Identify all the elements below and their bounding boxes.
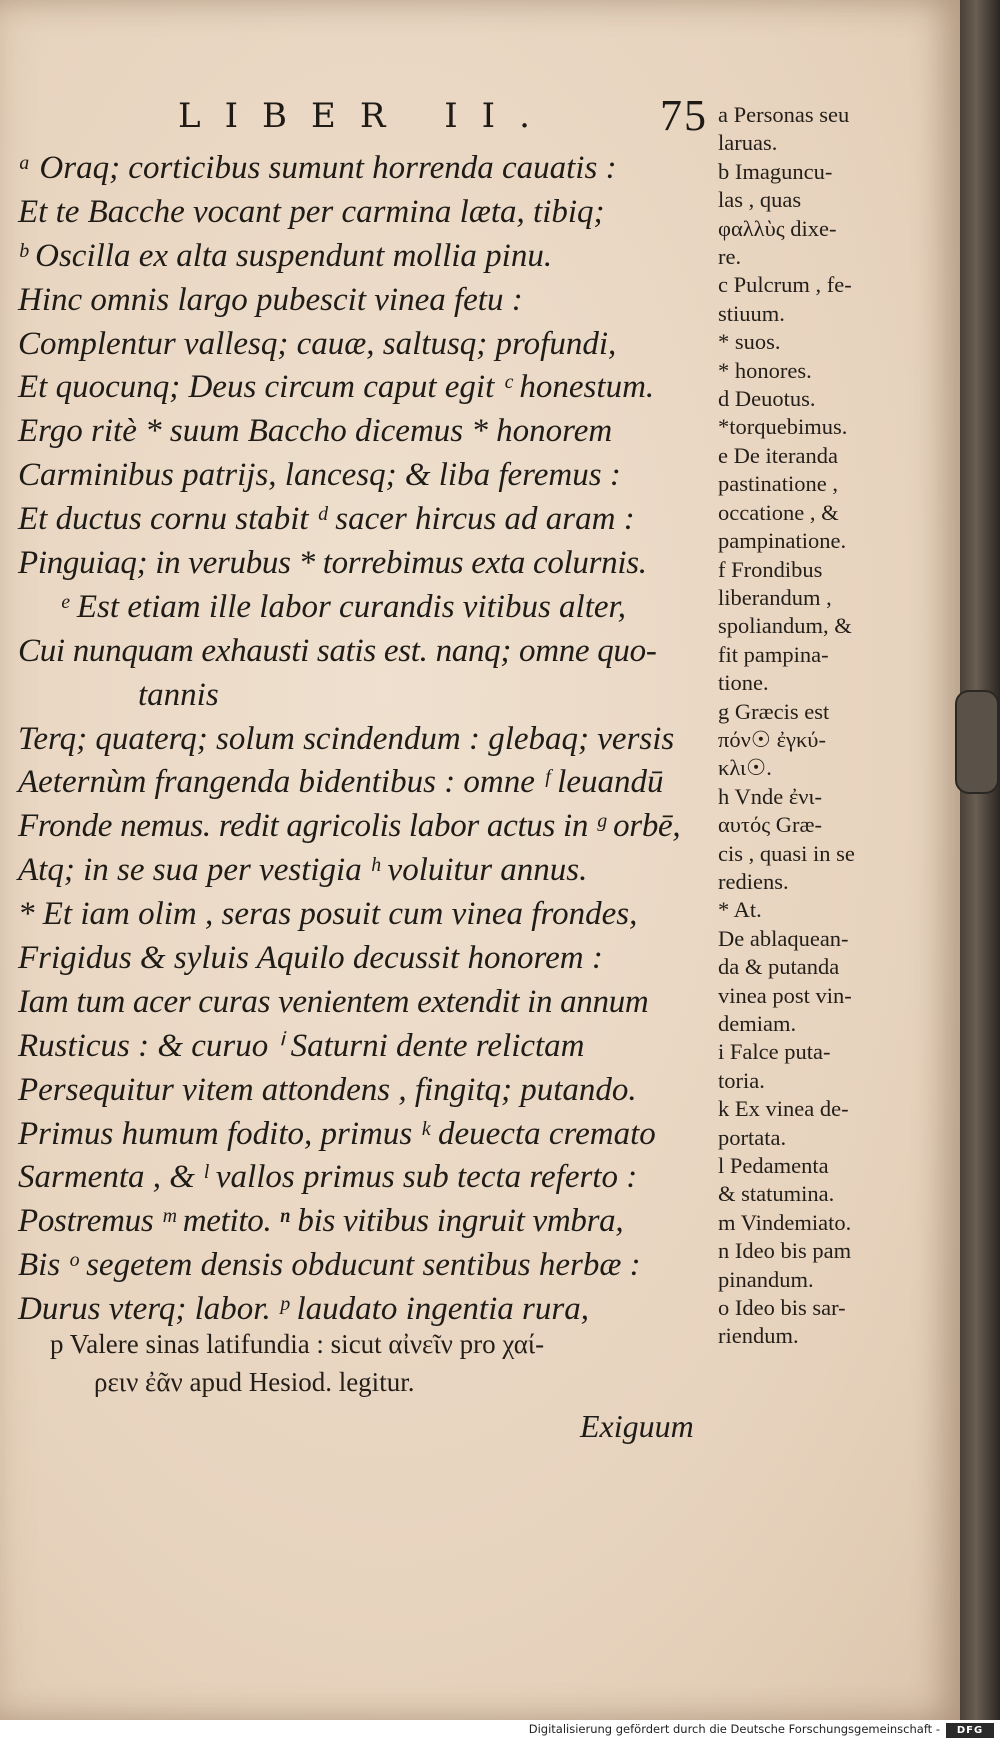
margin-note: portata.	[718, 1124, 787, 1150]
margin-note: l Pedamenta	[718, 1153, 829, 1179]
dfg-logo-icon: DFG	[946, 1723, 994, 1738]
verse-line: Iam tum acer curas venientem extendit in annum	[18, 983, 649, 1020]
margin-note: c Pulcrum , fe-	[718, 272, 852, 298]
margin-note: * suos.	[718, 329, 781, 355]
verse-line: Rusticus : & curuo ⁱ Saturni dente relictam	[18, 1027, 585, 1064]
margin-note: φαλλὺς dixe-	[718, 215, 837, 241]
margin-note: tione.	[718, 670, 769, 696]
verse-line: Cui nunquam exhausti satis est. nanq; omne quo-	[18, 632, 657, 669]
margin-note: spoliandum, &	[718, 613, 852, 639]
verse-line: Postremus ᵐ metito. ⁿ bis vitibus ingruit vmbra,	[18, 1203, 624, 1240]
verse-line: Et quocunq; Deus circum caput egit ᶜ honestum.	[18, 369, 655, 406]
verse-line: ᵉ Est etiam ille labor curandis vitibus alter,	[60, 588, 626, 625]
verse-line: Terq; quaterq; solum scindendum : glebaq; versis	[18, 720, 675, 757]
verse-line: Et te Bacche vocant per carmina læta, tibiq;	[18, 193, 605, 230]
verse-line: Fronde nemus. redit agricolis labor actus in ᵍ orbē,	[18, 808, 681, 845]
margin-note: *torquebimus.	[718, 414, 848, 440]
margin-note: da & putanda	[718, 954, 840, 980]
margin-note: demiam.	[718, 1011, 797, 1036]
verse-line: ᵇ Oscilla ex alta suspendunt mollia pinu.	[18, 237, 553, 274]
catchword: Exiguum	[580, 1408, 694, 1444]
footnote-line: ρειν ἐᾶν apud Hesiod. legitur.	[94, 1367, 415, 1397]
footnote	[50, 1325, 690, 1401]
margin-note: riendum.	[718, 1323, 799, 1349]
verse-line: Complentur vallesq; cauæ, saltusq; profundi,	[18, 325, 617, 362]
verse-line: Et ductus cornu stabit ᵈ sacer hircus ad aram :	[18, 501, 635, 538]
margin-note: * honores.	[718, 357, 812, 383]
margin-note: laruas.	[718, 130, 778, 156]
margin-note: k Ex vinea de-	[718, 1096, 849, 1122]
footnote-line: p Valere sinas latifundia : sicut αἰνεῖν pro χαί-	[50, 1329, 545, 1359]
margin-note: i Falce puta-	[718, 1039, 831, 1065]
margin-note: b Imaguncu-	[718, 158, 833, 184]
margin-note: toria.	[718, 1067, 765, 1093]
margin-note: d Deuotus.	[718, 386, 816, 412]
verse-line: Ergo ritè * suum Baccho dicemus * honorem	[18, 413, 613, 450]
margin-note: n Ideo bis pam	[718, 1238, 852, 1264]
margin-note: cis , quasi in se	[718, 840, 855, 866]
margin-note: las , quas	[718, 187, 802, 213]
margin-note: & statumina.	[718, 1181, 835, 1207]
verse-line: Sarmenta , & ˡ vallos primus sub tecta referto :	[18, 1159, 638, 1196]
margin-note: o Ideo bis sar-	[718, 1295, 846, 1321]
verse-line: Carminibus patrijs, lancesq; & liba feremus :	[18, 457, 621, 494]
margin-note: pampinatione.	[718, 528, 847, 554]
margin-note: κλι☉.	[718, 755, 772, 781]
verse-line: Atq; in se sua per vestigia ʰ voluitur annus.	[18, 852, 588, 889]
book-clasp	[955, 690, 999, 794]
margin-note: αυτός Græ-	[718, 812, 822, 838]
margin-note: πόν☉ ἐγκύ-	[718, 726, 826, 752]
margin-note: g Græcis est	[718, 698, 830, 724]
verse-line: Hinc omnis largo pubescit vinea fetu :	[18, 281, 523, 318]
margin-note: * At.	[718, 897, 762, 923]
margin-note: pinandum.	[718, 1266, 814, 1292]
margin-note: pastinatione ,	[718, 471, 838, 497]
book-edge	[960, 0, 1000, 1720]
verse-line: Bis ᵒ segetem densis obducunt sentibus herbæ :	[18, 1247, 641, 1284]
marginal-notes	[718, 101, 900, 1351]
margin-note: fit pampina-	[718, 641, 829, 667]
margin-note: rediens.	[718, 868, 789, 894]
verse-line: Primus humum fodito, primus ᵏ deuecta cremato	[18, 1115, 656, 1152]
margin-note: a Personas seu	[718, 102, 850, 127]
margin-note: f Frondibus	[718, 556, 823, 582]
margin-note: De ablaquean-	[718, 925, 849, 951]
verse-line: Aeternùm frangenda bidentibus : omne ᶠ leuandū	[18, 764, 664, 801]
verse-line: Pinguiaq; in verubus * torrebimus exta colurnis.	[18, 545, 647, 582]
verse-line: Frigidus & syluis Aquilo decussit honorem :	[18, 940, 603, 977]
funding-credit: Digitalisierung gefördert durch die Deutsche Forschungsgemeinschaft -	[528, 1722, 940, 1736]
margin-note: re.	[718, 244, 742, 270]
verse-line: Persequitur vitem attondens , fingitq; putando.	[18, 1071, 637, 1108]
verse-line: ᵃ Oraq; corticibus sumunt horrenda cauatis :	[18, 150, 617, 186]
margin-note: occatione , &	[718, 499, 839, 525]
margin-note: e De iteranda	[718, 442, 838, 468]
margin-note: m Vindemiato.	[718, 1209, 852, 1235]
margin-note: stiuum.	[718, 300, 785, 326]
verse-column	[18, 147, 713, 1332]
verse-line: Durus vterq; labor. ᵖ laudato ingentia rura,	[18, 1291, 589, 1328]
margin-note: liberandum ,	[718, 584, 832, 610]
margin-note: h Vnde ἐνι-	[718, 783, 822, 809]
page-number: 75	[660, 91, 708, 140]
running-title: LIBER II.	[178, 96, 554, 136]
margin-note: vinea post vin-	[718, 982, 852, 1008]
verse-line: tannis	[138, 676, 219, 713]
verse-line: * Et iam olim , seras posuit cum vinea frondes,	[18, 896, 638, 933]
